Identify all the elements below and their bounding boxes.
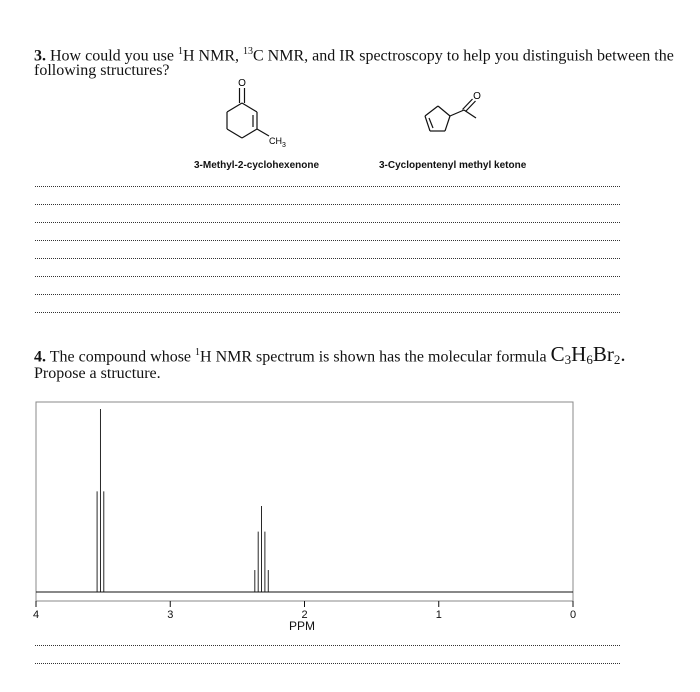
h-superscript: 1 xyxy=(177,46,183,57)
x-axis-label: PPM xyxy=(288,619,316,633)
answer-line[interactable] xyxy=(35,312,620,313)
methyl-label: $CH_3$ xyxy=(269,136,286,149)
x-tick-label: 3 xyxy=(167,609,174,621)
question-4-text-b: H NMR spectrum is shown has the molecular formula xyxy=(200,348,551,366)
question-4-line-2: Propose a structure. xyxy=(34,365,161,382)
molecular-formula: $C_3H_6Br_2$. xyxy=(550,342,626,368)
question-3-line-2: following structures? xyxy=(34,62,170,79)
answer-line[interactable] xyxy=(35,294,620,295)
nmr-spectrum xyxy=(0,395,700,640)
structure-cyclopentenyl-ketone xyxy=(410,82,510,142)
question-4-number: 4. xyxy=(34,348,46,366)
x-tick-label: 4 xyxy=(32,609,40,621)
answer-line[interactable] xyxy=(35,645,620,646)
question-4-text-a: The compound whose xyxy=(49,348,196,366)
oxygen-label: O xyxy=(238,78,246,89)
answer-line[interactable] xyxy=(35,204,620,205)
question-3-number: 3. xyxy=(34,47,46,65)
answer-line[interactable] xyxy=(35,276,620,277)
x-tick-label: 2 xyxy=(301,609,308,621)
answer-line[interactable] xyxy=(35,258,620,259)
structure-2-name: 3-Cyclopentenyl methyl ketone xyxy=(379,160,527,171)
question-3-text-a: How could you use xyxy=(50,47,178,65)
h-superscript: 1 xyxy=(195,347,201,358)
question-3-text-b: H NMR, xyxy=(182,47,243,65)
structure-methylcyclohexenone xyxy=(195,74,335,156)
x-tick-label: 0 xyxy=(569,609,577,621)
oxygen-label: O xyxy=(473,91,481,102)
structure-1-name: 3-Methyl-2-cyclohexenone xyxy=(194,160,320,171)
question-3-text-c: C NMR, and IR spectroscopy to help you distinguish between the xyxy=(253,47,674,65)
answer-line[interactable] xyxy=(35,240,620,241)
spectrum-frame xyxy=(36,402,573,601)
answer-line[interactable] xyxy=(35,222,620,223)
answer-line[interactable] xyxy=(35,186,620,187)
answer-line[interactable] xyxy=(35,663,620,664)
x-tick-label: 1 xyxy=(435,609,442,621)
c-superscript: 13 xyxy=(243,46,253,57)
